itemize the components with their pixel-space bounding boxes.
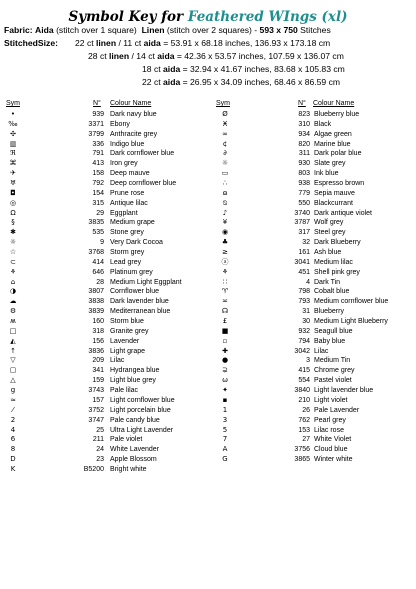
floss-number: 160 [92, 318, 104, 326]
floss-number: 3835 [88, 219, 104, 227]
colour-name: Hydrangea blue [110, 367, 160, 375]
symbol-glyph: Ω [10, 208, 16, 217]
colour-name: Winter white [314, 456, 353, 464]
symbol-glyph: ⌂ [10, 277, 16, 286]
floss-number: 28 [96, 278, 104, 286]
colour-name: Dark lavender blue [110, 298, 169, 306]
symbol-glyph: ☼ [221, 159, 229, 168]
fabric-aida-note: (stitch over 1 square) [56, 25, 137, 35]
symbol-glyph: ◭ [10, 336, 16, 345]
colour-name: Steel grey [314, 229, 346, 237]
colour-name: Storm grey [110, 249, 145, 257]
colour-name: Light grape [110, 347, 146, 355]
colour-name: Medium cornflower blue [314, 298, 389, 306]
symbol-glyph: ▥ [9, 139, 17, 148]
fabric-line [4, 25, 331, 35]
floss-number: 791 [92, 150, 104, 158]
colour-name: Medium Tin [314, 357, 351, 365]
floss-number: 32 [302, 239, 310, 247]
floss-number: 934 [298, 130, 310, 138]
fabric-linen: Linen [141, 25, 165, 35]
colour-name: Lilac rose [314, 426, 344, 434]
floss-number: 9 [100, 239, 104, 247]
floss-number: 550 [298, 199, 310, 207]
floss-number: 26 [302, 406, 310, 414]
floss-number: 159 [92, 377, 104, 385]
colour-name: Cobalt blue [314, 288, 350, 296]
symbol-glyph: Ӿ [222, 119, 228, 128]
symbol-glyph: ≈ [10, 395, 16, 404]
colour-name: Light lavender blue [314, 387, 374, 395]
fabric-aida: Aida [35, 25, 54, 35]
symbol-glyph: ♅ [9, 179, 17, 188]
symbol-glyph: ✱ [10, 228, 16, 237]
colour-name: Seagull blue [314, 327, 353, 335]
floss-number: 209 [92, 357, 104, 365]
symbol-glyph: ♣ [221, 238, 229, 247]
colour-name: Espresso brown [314, 180, 365, 188]
symbol-glyph: ∂ [223, 149, 227, 158]
colour-name: Ultra Light Lavender [110, 426, 174, 434]
colour-name: Medium lilac [314, 258, 353, 266]
symbol-glyph: ▭ [221, 169, 229, 178]
symbol-glyph: ↑ [10, 346, 16, 355]
fabric-sep: - [254, 25, 258, 35]
colour-name: Ebony [110, 120, 130, 128]
colour-name: Stone grey [110, 229, 144, 237]
floss-number: 25 [96, 426, 104, 434]
floss-number: 3752 [88, 406, 104, 414]
colour-name: Prune rose [110, 189, 145, 197]
floss-number: 554 [298, 377, 310, 385]
page-title [0, 9, 416, 25]
floss-number: 156 [92, 337, 104, 345]
symbol-glyph: G [222, 455, 228, 464]
floss-number: 823 [298, 111, 310, 118]
symbol-glyph: 2 [10, 415, 16, 424]
symbol-glyph: ◘ [10, 188, 16, 197]
colour-name: Blackcurrant [314, 199, 353, 207]
floss-number: 3041 [294, 258, 310, 266]
symbol-glyph: ▪ [222, 395, 228, 404]
symbol-glyph: ▫ [222, 336, 228, 345]
symbol-glyph: • [10, 110, 16, 118]
colour-name: Pearl grey [314, 416, 346, 424]
floss-number: 3836 [88, 347, 104, 355]
symbol-glyph: D [10, 455, 16, 464]
symbol-glyph: 1 [222, 405, 228, 414]
header-num-left: N° [93, 100, 101, 107]
floss-number: 535 [92, 229, 104, 237]
symbol-glyph: ⓐ [221, 257, 229, 266]
symbol-glyph: 7 [222, 435, 228, 444]
symbol-glyph: ¥ [222, 218, 228, 227]
colour-name: Storm blue [110, 318, 144, 326]
floss-number: 3768 [88, 249, 104, 257]
title-accent: Feathered WIngs (xl) [187, 9, 348, 25]
floss-number: 3740 [294, 209, 310, 217]
floss-number: 29 [96, 209, 104, 217]
symbol-glyph: ♈ [221, 287, 229, 296]
symbol-glyph: ɷ [222, 188, 228, 197]
colour-name: Platinum grey [110, 268, 153, 276]
floss-number: 161 [298, 249, 310, 257]
symbol-glyph: 6 [10, 435, 16, 444]
header-sym-right: Sym [216, 100, 230, 107]
symbol-glyph: ⚘ [221, 267, 229, 276]
floss-number: 3807 [88, 288, 104, 296]
floss-number: 310 [298, 120, 310, 128]
colour-name: Eggplant [110, 209, 138, 217]
floss-number: 820 [298, 140, 310, 148]
floss-number: 311 [298, 150, 310, 158]
colour-name: Very Dark Cocoa [110, 239, 163, 247]
floss-number: 153 [298, 426, 310, 434]
colour-name: Blueberry blue [314, 111, 360, 118]
floss-number: 341 [92, 367, 104, 375]
symbol-glyph: ✦ [222, 386, 228, 395]
colour-name: Lilac [110, 357, 125, 365]
floss-number: 318 [92, 327, 104, 335]
symbol-glyph: ⚙ [9, 307, 17, 316]
size-line: 22 ct linen / 11 ct aida = 53.91 x 68.18 inches, 136.93 x 173.18 cm [75, 38, 331, 48]
floss-number: 646 [92, 268, 104, 276]
symbol-glyph: K [10, 464, 16, 473]
symbol-glyph: A [222, 445, 228, 454]
floss-number: 158 [92, 170, 104, 178]
colour-name: Black [314, 120, 332, 128]
symbol-glyph: ✈ [10, 169, 16, 178]
colour-name: Marine blue [314, 140, 351, 148]
colour-name: Apple Blossom [110, 456, 157, 464]
floss-number: 3840 [294, 387, 310, 395]
colour-name: Antique lilac [110, 199, 148, 207]
size-line: 28 ct linen / 14 ct aida = 42.36 x 53.57 inches, 107.59 x 136.07 cm [88, 51, 344, 61]
colour-name: Light violet [314, 396, 348, 404]
floss-number: 3865 [294, 456, 310, 464]
floss-number: 932 [298, 327, 310, 335]
colour-name: Ash blue [314, 249, 342, 257]
floss-number: 415 [298, 367, 310, 375]
floss-number: 315 [92, 199, 104, 207]
colour-name: Iron grey [110, 160, 138, 168]
colour-name: Wolf grey [314, 219, 344, 227]
colour-name: Blueberry [314, 308, 344, 316]
colour-name: Cloud blue [314, 446, 348, 454]
floss-number: 3839 [88, 308, 104, 316]
floss-number: 23 [96, 456, 104, 464]
header-name-right: Colour Name [313, 100, 355, 107]
symbol-glyph: ⊂ [10, 257, 16, 266]
colour-name: Sepia mauve [314, 189, 355, 197]
symbol-glyph: ‰ [8, 119, 18, 128]
symbol-glyph: ≍ [222, 297, 228, 306]
colour-name: Lilac [314, 347, 329, 355]
colour-name: Baby blue [314, 337, 346, 345]
symbol-glyph: ✣ [10, 129, 16, 138]
symbol-glyph: △ [10, 376, 16, 385]
colour-name: Dark Blueberry [314, 239, 361, 247]
colour-name: Dark antique violet [314, 209, 372, 217]
symbol-glyph: ω [222, 376, 228, 385]
symbol-glyph: ≥ [222, 248, 228, 257]
floss-number: 3371 [88, 120, 104, 128]
symbol-glyph: ◑ [9, 287, 17, 296]
colour-name: Pale lilac [110, 387, 139, 395]
colour-name: Medium grape [110, 219, 155, 227]
colour-name: Dark Tin [314, 278, 341, 286]
symbol-glyph: ✚ [222, 346, 228, 355]
floss-number: 157 [92, 396, 104, 404]
symbol-glyph: ▢ [9, 366, 17, 375]
floss-number: 451 [298, 268, 310, 276]
fabric-linen-note: (stitch over 2 squares) [166, 25, 252, 35]
symbol-glyph: ⊋ [222, 366, 228, 375]
title-main: Symbol Key for [68, 9, 188, 25]
symbol-glyph: ∞ [222, 129, 228, 138]
colour-name: Bright white [110, 465, 147, 473]
colour-name: Medium Light Blueberry [314, 318, 388, 326]
floss-number: 3756 [294, 446, 310, 454]
floss-number: 27 [302, 436, 310, 444]
colour-name: White Violet [314, 436, 352, 444]
colour-name: Indigo blue [110, 140, 145, 148]
floss-number: 30 [302, 318, 310, 326]
floss-number: 939 [92, 111, 104, 118]
symbol-glyph: g [10, 386, 16, 395]
symbol-glyph: □ [9, 326, 17, 335]
colour-name: Medium Light Eggplant [110, 278, 182, 286]
colour-name: Algae green [314, 130, 352, 138]
floss-number: 336 [92, 140, 104, 148]
floss-number: 413 [92, 160, 104, 168]
colour-name: Dark navy blue [110, 111, 157, 118]
colour-name: Granite grey [110, 327, 149, 335]
floss-number: 3747 [88, 416, 104, 424]
symbol-glyph: Ø [222, 110, 228, 118]
colour-name: Pale Lavender [314, 406, 360, 414]
colour-name: Lavender [110, 337, 140, 345]
header-num-right: N° [298, 100, 306, 107]
colour-name: Lead grey [110, 258, 142, 266]
symbol-glyph: ∷ [222, 277, 228, 286]
floss-number: 3042 [294, 347, 310, 355]
symbol-glyph: ◉ [221, 228, 229, 237]
symbol-glyph: ☆ [9, 248, 17, 257]
symbol-glyph: ∴ [222, 179, 228, 188]
colour-name: Deep mauve [110, 170, 150, 178]
floss-number: 930 [298, 160, 310, 168]
colour-name: Light cornflower blue [110, 396, 175, 404]
colour-name: White Lavender [110, 446, 160, 454]
stitched-size-label: StitchedSize: [4, 38, 58, 48]
symbol-glyph: 8 [10, 445, 16, 454]
floss-number: 210 [298, 396, 310, 404]
floss-number: 762 [298, 416, 310, 424]
colour-name: Pastel violet [314, 377, 352, 385]
colour-name: Cornflower blue [110, 288, 160, 296]
colour-name: Pale violet [110, 436, 143, 444]
colour-name: Dark cornflower blue [110, 150, 175, 158]
symbol-glyph: ⚘ [9, 267, 17, 276]
floss-number: 793 [298, 298, 310, 306]
symbol-glyph: ʍ [10, 317, 16, 326]
symbol-glyph: ⁄ [12, 405, 14, 414]
symbol-glyph: ♪ [222, 208, 228, 217]
symbol-glyph: £ [222, 317, 228, 326]
symbol-glyph: ▽ [10, 356, 16, 365]
colour-name: Mediterranean blue [110, 308, 171, 316]
floss-number: 3799 [88, 130, 104, 138]
floss-number: 794 [298, 337, 310, 345]
header-sym-left: Sym [6, 100, 20, 107]
fabric-stitches-label: Stitches [300, 25, 331, 35]
symbol-glyph: ℜ [10, 149, 16, 158]
fabric-label: Fabric: [4, 25, 33, 35]
symbol-glyph: 5 [222, 425, 228, 434]
symbol-glyph: ¢ [222, 139, 228, 148]
floss-number: 211 [92, 436, 104, 444]
colour-name: Ink blue [314, 170, 339, 178]
colour-name: Dark polar blue [314, 150, 362, 158]
floss-number: 779 [298, 189, 310, 197]
symbol-glyph: ● [221, 356, 229, 365]
symbol-glyph: ⍉ [222, 198, 228, 207]
symbol-glyph: ⌘ [9, 159, 17, 168]
size-line: 18 ct aida = 32.94 x 41.67 inches, 83.68 x 105.83 cm [142, 64, 345, 74]
symbol-glyph: 3 [222, 415, 228, 424]
floss-number: B5200 [83, 465, 104, 473]
symbol-glyph: ☁ [9, 297, 17, 306]
floss-number: 317 [298, 229, 310, 237]
colour-name: Shell pink grey [314, 268, 360, 276]
colour-name: Pale candy blue [110, 416, 160, 424]
colour-name: Deep cornflower blue [110, 180, 177, 188]
floss-number: 154 [92, 189, 104, 197]
floss-number: 798 [298, 288, 310, 296]
fabric-stitches: 593 x 750 [259, 25, 298, 35]
floss-number: 4 [306, 278, 310, 286]
floss-number: 3838 [88, 298, 104, 306]
floss-number: 414 [92, 258, 104, 266]
header-name-left: Colour Name [110, 100, 152, 107]
symbol-glyph: ◎ [9, 198, 17, 207]
symbol-glyph: ■ [221, 326, 229, 335]
size-line: 22 ct aida = 26.95 x 34.09 inches, 68.46 x 86.59 cm [142, 77, 341, 87]
colour-name: Slate grey [314, 160, 346, 168]
floss-number: 24 [96, 446, 104, 454]
floss-number: 31 [302, 308, 310, 316]
colour-name: Light porcelain blue [110, 406, 171, 414]
symbol-glyph: 4 [10, 425, 16, 434]
floss-number: 792 [92, 180, 104, 188]
symbol-glyph: § [11, 218, 15, 227]
floss-number: 3787 [294, 219, 310, 227]
floss-number: 3 [306, 357, 310, 365]
floss-number: 938 [298, 180, 310, 188]
floss-number: 803 [298, 170, 310, 178]
symbol-glyph: ☊ [221, 307, 229, 316]
colour-name: Anthracite grey [110, 130, 158, 138]
symbol-glyph: ☼ [9, 238, 17, 247]
colour-name: Chrome grey [314, 367, 355, 375]
colour-name: Light blue grey [110, 377, 156, 385]
floss-number: 3743 [88, 387, 104, 395]
